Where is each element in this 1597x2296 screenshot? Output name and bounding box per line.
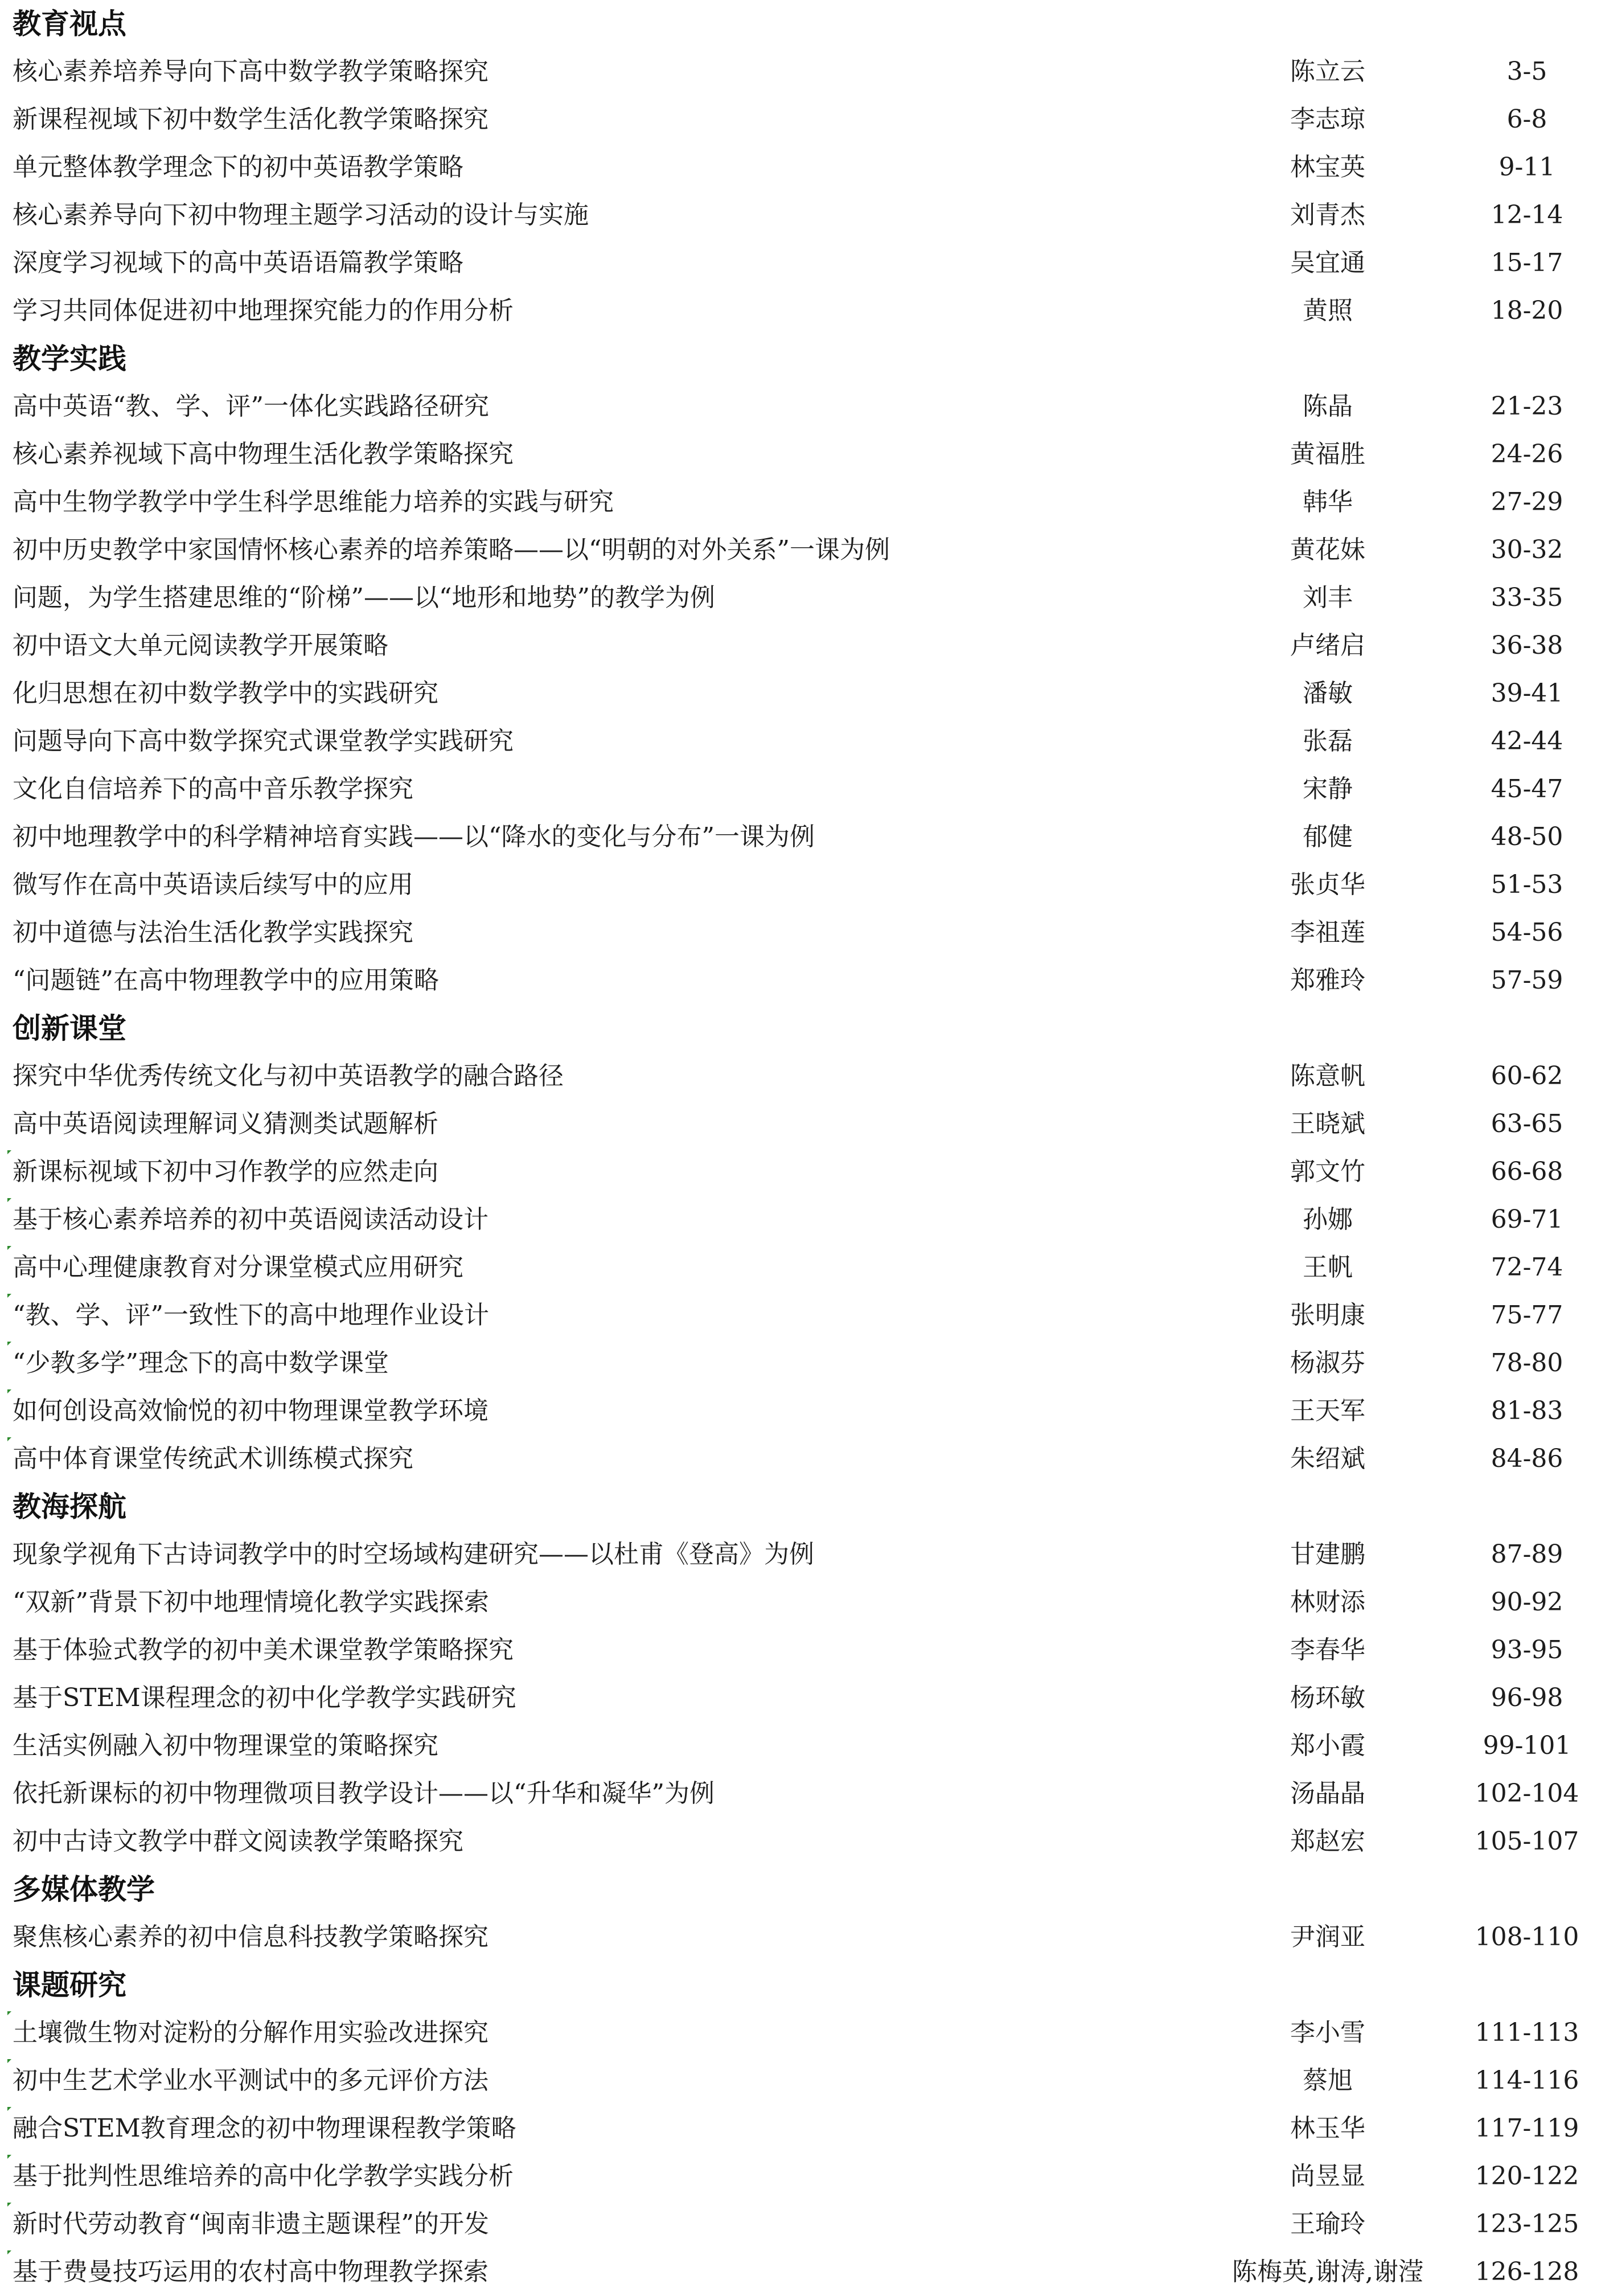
article-title: 核心素养视域下高中物理生活化教学策略探究 xyxy=(13,440,514,469)
article-author: 黄花妹 xyxy=(1290,535,1365,564)
page-range: 24-26 xyxy=(1491,440,1563,469)
article-author: 陈梅英,谢涛,谢滢 xyxy=(1232,2257,1423,2286)
page-range: 114-116 xyxy=(1475,2066,1579,2095)
toc-entry[interactable] xyxy=(13,96,1597,144)
toc-entry[interactable] xyxy=(13,1339,1597,1387)
toc-entry[interactable] xyxy=(13,2152,1597,2200)
page-range: 54-56 xyxy=(1491,918,1563,947)
article-author: 孙娜 xyxy=(1303,1205,1353,1234)
article-author: 韩华 xyxy=(1303,487,1353,516)
article-author: 李祖莲 xyxy=(1290,918,1365,947)
section-heading: 教海探航 xyxy=(13,1490,126,1523)
page-range: 39-41 xyxy=(1491,679,1563,708)
toc-entry[interactable] xyxy=(13,765,1597,813)
article-author: 郑雅玲 xyxy=(1290,966,1365,995)
corner-mark-icon xyxy=(7,1246,11,1250)
toc-entry[interactable] xyxy=(13,1578,1597,1626)
article-author: 张贞华 xyxy=(1290,870,1365,899)
page-range: 3-5 xyxy=(1506,57,1547,86)
page-range: 57-59 xyxy=(1491,966,1563,995)
article-author: 汤晶晶 xyxy=(1290,1779,1365,1808)
page-range: 105-107 xyxy=(1475,1827,1579,1856)
corner-mark-icon xyxy=(7,2011,11,2015)
toc-entry[interactable] xyxy=(13,1913,1597,1961)
article-title: 高中英语阅读理解词义猜测类试题解析 xyxy=(13,1109,438,1138)
toc-entry[interactable] xyxy=(13,2009,1597,2057)
toc-entry[interactable] xyxy=(13,1100,1597,1148)
article-author: 李志琼 xyxy=(1290,105,1365,134)
article-title: “教、学、评”一致性下的高中地理作业设计 xyxy=(13,1301,489,1330)
toc-entry[interactable] xyxy=(13,2057,1597,2105)
page-range: 111-113 xyxy=(1475,2018,1579,2047)
corner-mark-icon xyxy=(7,1294,11,1298)
section-heading: 教育视点 xyxy=(13,7,126,40)
article-author: 黄福胜 xyxy=(1290,440,1365,469)
page-range: 12-14 xyxy=(1491,200,1563,229)
table-of-contents xyxy=(13,0,1597,2296)
article-title: 依托新课标的初中物理微项目教学设计——以“升华和凝华”为例 xyxy=(13,1779,715,1808)
article-title: 土壤微生物对淀粉的分解作用实验改进探究 xyxy=(13,2018,488,2047)
corner-mark-icon xyxy=(7,1150,11,1154)
article-title: 基于批判性思维培养的高中化学教学实践分析 xyxy=(13,2162,514,2191)
page-range: 96-98 xyxy=(1491,1683,1563,1712)
article-author: 卢绪启 xyxy=(1290,631,1365,660)
article-author: 尹润亚 xyxy=(1290,1922,1365,1951)
article-title: 新课标视域下初中习作教学的应然走向 xyxy=(13,1157,438,1186)
page-range: 51-53 xyxy=(1491,870,1563,899)
page-range: 63-65 xyxy=(1491,1109,1563,1138)
page-range: 36-38 xyxy=(1491,631,1563,660)
article-title: 化归思想在初中数学教学中的实践研究 xyxy=(13,679,438,708)
article-author: 林财添 xyxy=(1290,1588,1365,1617)
article-title: 问题，为学生搭建思维的“阶梯”——以“地形和地势”的教学为例 xyxy=(13,583,715,612)
article-title: 初中地理教学中的科学精神培育实践——以“降水的变化与分布”一课为例 xyxy=(13,822,815,851)
toc-entry[interactable] xyxy=(13,48,1597,96)
page-range: 69-71 xyxy=(1491,1205,1563,1234)
corner-mark-icon xyxy=(7,2203,11,2207)
toc-entry[interactable] xyxy=(13,718,1597,765)
toc-entry[interactable] xyxy=(13,1387,1597,1435)
page-range: 42-44 xyxy=(1491,727,1563,756)
article-title: “问题链”在高中物理教学中的应用策略 xyxy=(13,966,439,995)
page-range: 75-77 xyxy=(1491,1301,1563,1330)
section-heading: 多媒体教学 xyxy=(13,1873,155,1906)
toc-entry[interactable] xyxy=(13,909,1597,957)
toc-entry[interactable] xyxy=(13,622,1597,670)
article-title: 新课程视域下初中数学生活化教学策略探究 xyxy=(13,105,488,134)
article-title: 探究中华优秀传统文化与初中英语教学的融合路径 xyxy=(13,1061,564,1090)
page-range: 66-68 xyxy=(1491,1157,1563,1186)
page-range: 117-119 xyxy=(1475,2114,1579,2143)
page-range: 18-20 xyxy=(1491,296,1563,325)
article-title: 基于费曼技巧运用的农村高中物理教学探索 xyxy=(13,2257,488,2286)
article-author: 李小雪 xyxy=(1290,2018,1365,2047)
toc-entry[interactable] xyxy=(13,1292,1597,1339)
article-author: 宋静 xyxy=(1303,774,1353,803)
article-title: 基于核心素养培养的初中英语阅读活动设计 xyxy=(13,1205,488,1234)
article-title: 初中生艺术学业水平测试中的多元评价方法 xyxy=(13,2066,488,2095)
corner-mark-icon xyxy=(7,2107,11,2111)
toc-entry[interactable] xyxy=(13,1435,1597,1483)
article-title: 文化自信培养下的高中音乐教学探究 xyxy=(13,774,413,803)
article-title: 学习共同体促进初中地理探究能力的作用分析 xyxy=(13,296,514,325)
corner-mark-icon xyxy=(7,2250,11,2254)
page-range: 87-89 xyxy=(1491,1540,1563,1569)
article-author: 黄照 xyxy=(1303,296,1353,325)
toc-entry[interactable] xyxy=(13,239,1597,287)
article-author: 朱绍斌 xyxy=(1290,1444,1365,1473)
toc-entry[interactable] xyxy=(13,1818,1597,1866)
toc-entry[interactable] xyxy=(13,383,1597,430)
article-title: 初中语文大单元阅读教学开展策略 xyxy=(13,631,388,660)
page-range: 6-8 xyxy=(1506,105,1547,134)
article-author: 林玉华 xyxy=(1290,2114,1365,2143)
article-author: 郁健 xyxy=(1303,822,1353,851)
article-title: 基于体验式教学的初中美术课堂教学策略探究 xyxy=(13,1635,514,1664)
article-author: 郭文竹 xyxy=(1290,1157,1365,1186)
article-author: 蔡旭 xyxy=(1303,2066,1353,2095)
page-range: 126-128 xyxy=(1475,2257,1579,2286)
article-title: 聚焦核心素养的初中信息科技教学策略探究 xyxy=(13,1922,488,1951)
article-author: 郑小霞 xyxy=(1290,1731,1365,1760)
page-range: 48-50 xyxy=(1491,822,1563,851)
toc-entry[interactable] xyxy=(13,1148,1597,1196)
article-title: 核心素养导向下初中物理主题学习活动的设计与实施 xyxy=(13,200,589,229)
section-heading: 创新课堂 xyxy=(13,1012,126,1045)
article-title: 如何创设高效愉悦的初中物理课堂教学环境 xyxy=(13,1396,488,1425)
toc-entry[interactable] xyxy=(13,813,1597,861)
corner-mark-icon xyxy=(7,1389,11,1393)
article-title: 深度学习视域下的高中英语语篇教学策略 xyxy=(13,248,463,277)
corner-mark-icon xyxy=(7,1342,11,1346)
toc-entry[interactable] xyxy=(13,670,1597,718)
toc-entry[interactable] xyxy=(13,191,1597,239)
toc-entry[interactable] xyxy=(13,430,1597,478)
page-range: 72-74 xyxy=(1491,1253,1563,1282)
article-author: 张磊 xyxy=(1303,727,1353,756)
article-author: 杨淑芬 xyxy=(1290,1348,1365,1377)
article-author: 吴宜通 xyxy=(1290,248,1365,277)
toc-entry[interactable] xyxy=(13,144,1597,191)
toc-entry[interactable] xyxy=(13,1770,1597,1818)
toc-entry[interactable] xyxy=(13,2200,1597,2248)
article-author: 刘青杰 xyxy=(1290,200,1365,229)
article-title: 高中体育课堂传统武术训练模式探究 xyxy=(13,1444,413,1473)
page-range: 102-104 xyxy=(1475,1779,1579,1808)
article-title: 融合STEM教育理念的初中物理课程教学策略 xyxy=(13,2114,516,2143)
toc-entry[interactable] xyxy=(13,1052,1597,1100)
article-author: 潘敏 xyxy=(1303,679,1353,708)
page-range: 30-32 xyxy=(1491,535,1563,564)
page-range: 93-95 xyxy=(1491,1635,1563,1664)
article-title: 单元整体教学理念下的初中英语教学策略 xyxy=(13,153,463,182)
toc-entry[interactable] xyxy=(13,957,1597,1004)
toc-entry[interactable] xyxy=(13,574,1597,622)
page-range: 108-110 xyxy=(1475,1922,1579,1951)
article-title: 现象学视角下古诗词教学中的时空场域构建研究——以杜甫《登高》为例 xyxy=(13,1540,814,1569)
article-author: 王晓斌 xyxy=(1290,1109,1365,1138)
article-author: 郑赵宏 xyxy=(1290,1827,1365,1856)
article-title: “少教多学”理念下的高中数学课堂 xyxy=(13,1348,389,1377)
page-range: 45-47 xyxy=(1491,774,1563,803)
section-heading: 教学实践 xyxy=(13,342,126,375)
article-title: 高中英语“教、学、评”一体化实践路径研究 xyxy=(13,392,489,421)
article-title: 新时代劳动教育“闽南非遗主题课程”的开发 xyxy=(13,2209,489,2238)
page-range: 78-80 xyxy=(1491,1348,1563,1377)
article-author: 张明康 xyxy=(1290,1301,1365,1330)
toc-entry[interactable] xyxy=(13,861,1597,909)
page-range: 123-125 xyxy=(1475,2209,1579,2238)
toc-entry[interactable] xyxy=(13,478,1597,526)
article-author: 陈意帆 xyxy=(1290,1061,1365,1090)
article-author: 陈晶 xyxy=(1303,392,1353,421)
article-title: 问题导向下高中数学探究式课堂教学实践研究 xyxy=(13,727,514,756)
toc-entry[interactable] xyxy=(13,2248,1597,2296)
article-title: 核心素养培养导向下高中数学教学策略探究 xyxy=(13,57,488,86)
article-title: 高中心理健康教育对分课堂模式应用研究 xyxy=(13,1253,463,1282)
toc-entry[interactable] xyxy=(13,2105,1597,2152)
article-author: 林宝英 xyxy=(1290,153,1365,182)
article-author: 王天军 xyxy=(1290,1396,1365,1425)
article-title: 初中历史教学中家国情怀核心素养的培养策略——以“明朝的对外关系”一课为例 xyxy=(13,535,890,564)
page-range: 99-101 xyxy=(1483,1731,1571,1760)
toc-entry[interactable] xyxy=(13,1531,1597,1578)
article-title: 基于STEM课程理念的初中化学教学实践研究 xyxy=(13,1683,516,1712)
corner-mark-icon xyxy=(7,2059,11,2063)
page-range: 15-17 xyxy=(1491,248,1563,277)
corner-mark-icon xyxy=(7,1198,11,1202)
article-title: 高中生物学教学中学生科学思维能力培养的实践与研究 xyxy=(13,487,614,516)
article-author: 王帆 xyxy=(1303,1253,1353,1282)
article-title: 微写作在高中英语读后续写中的应用 xyxy=(13,870,413,899)
toc-entry[interactable] xyxy=(13,1196,1597,1244)
page-range: 120-122 xyxy=(1475,2162,1579,2191)
toc-entry[interactable] xyxy=(13,1674,1597,1722)
article-author: 甘建鹏 xyxy=(1290,1540,1365,1569)
toc-entry[interactable] xyxy=(13,526,1597,574)
corner-mark-icon xyxy=(7,2155,11,2159)
article-title: 生活实例融入初中物理课堂的策略探究 xyxy=(13,1731,438,1760)
article-author: 尚昱显 xyxy=(1290,2162,1365,2191)
page-range: 90-92 xyxy=(1491,1588,1563,1617)
toc-entry[interactable] xyxy=(13,1722,1597,1770)
toc-entry[interactable] xyxy=(13,1626,1597,1674)
article-author: 杨环敏 xyxy=(1290,1683,1365,1712)
article-title: “双新”背景下初中地理情境化教学实践探索 xyxy=(13,1588,489,1617)
corner-mark-icon xyxy=(7,1437,11,1441)
toc-entry[interactable] xyxy=(13,1244,1597,1292)
page-range: 33-35 xyxy=(1491,583,1563,612)
page-range: 27-29 xyxy=(1491,487,1563,516)
page-range: 21-23 xyxy=(1491,392,1563,421)
article-author: 刘丰 xyxy=(1303,583,1353,612)
page-range: 9-11 xyxy=(1499,153,1555,182)
page-range: 60-62 xyxy=(1491,1061,1563,1090)
page-range: 84-86 xyxy=(1491,1444,1563,1473)
article-title: 初中道德与法治生活化教学实践探究 xyxy=(13,918,413,947)
page-range: 81-83 xyxy=(1491,1396,1563,1425)
article-author: 李春华 xyxy=(1290,1635,1365,1664)
article-title: 初中古诗文教学中群文阅读教学策略探究 xyxy=(13,1827,463,1856)
article-author: 王瑜玲 xyxy=(1290,2209,1365,2238)
section-heading: 课题研究 xyxy=(13,1969,126,2002)
article-author: 陈立云 xyxy=(1290,57,1365,86)
toc-entry[interactable] xyxy=(13,287,1597,335)
